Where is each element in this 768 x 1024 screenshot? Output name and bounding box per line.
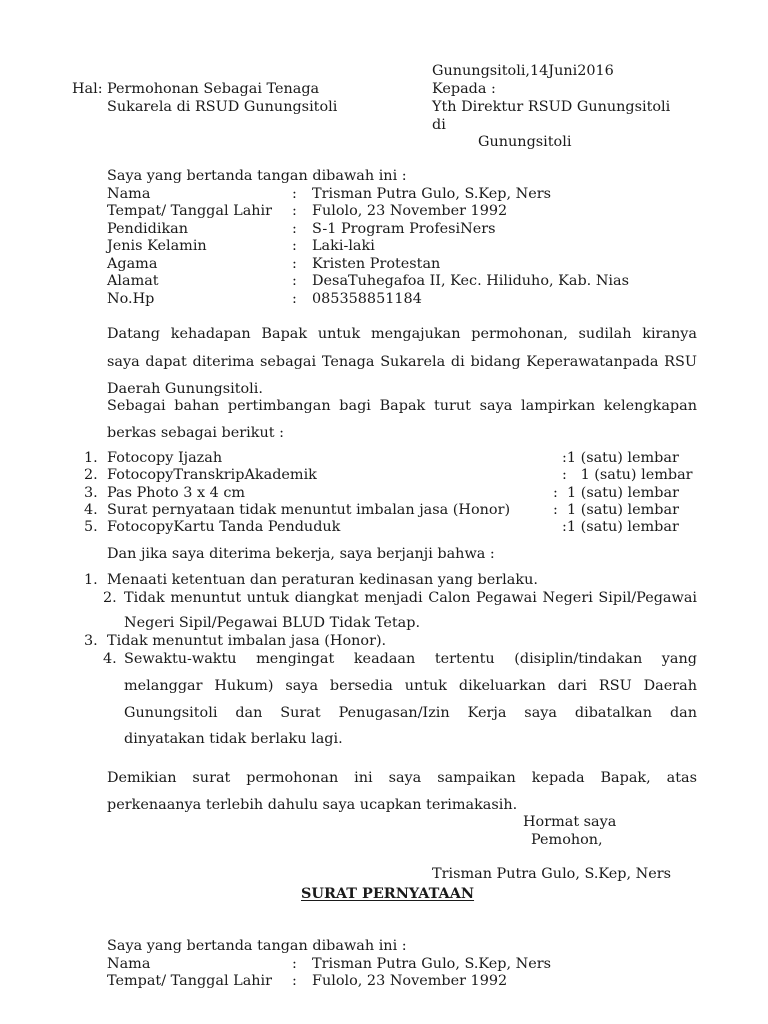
field-colon: : xyxy=(292,203,297,219)
signature-name: Trisman Putra Gulo, S.Kep, Ners xyxy=(432,866,672,882)
field-label: Alamat xyxy=(107,273,159,289)
field-value: Kristen Protestan xyxy=(312,256,441,272)
statement-intro: Saya yang bertanda tangan dibawah ini : xyxy=(107,938,407,954)
body-paragraph-line: berkas sebagai berikut : xyxy=(107,425,284,441)
body-paragraph-line: saya dapat diterima sebagai Tenaga Sukarela di bidang Keperawatanpada RSU xyxy=(107,354,697,370)
field-label: No.Hp xyxy=(107,291,155,307)
field-value: DesaTuhegafoa II, Kec. Hiliduho, Kab. Nias xyxy=(312,273,629,289)
attachment-quantity: : 1 (satu) lembar xyxy=(553,485,679,501)
closing-line: Demikian surat permohonan ini saya sampaikan kepada Bapak, atas xyxy=(107,770,697,786)
field-colon: : xyxy=(292,956,297,972)
field-label: Tempat/ Tanggal Lahir xyxy=(107,973,273,989)
field-value: Laki-laki xyxy=(312,238,375,254)
field-colon: : xyxy=(292,186,297,202)
body-paragraph-line: Sebagai bahan pertimbangan bagi Bapak turut saya lampirkan kelengkapan xyxy=(107,398,697,414)
attachment-text: Fotocopy Ijazah xyxy=(107,450,223,466)
attachment-quantity: :1 (satu) lembar xyxy=(562,450,679,466)
promise-number: 4. xyxy=(103,651,117,667)
promise-number: 3. xyxy=(84,633,98,649)
field-label: Pendidikan xyxy=(107,221,189,237)
field-colon: : xyxy=(292,291,297,307)
field-label: Jenis Kelamin xyxy=(107,238,207,254)
field-value: Fulolo, 23 November 1992 xyxy=(312,203,508,219)
field-colon: : xyxy=(292,273,297,289)
attachment-number: 5. xyxy=(84,519,98,535)
attachment-text: FotocopyKartu Tanda Penduduk xyxy=(107,519,341,535)
promise-text: Menaati ketentuan dan peraturan kedinasan yang berlaku. xyxy=(107,572,538,588)
promise-number: 2. xyxy=(103,590,117,606)
promise-text: Gunungsitoli dan Surat Penugasan/Izin Kerja saya dibatalkan dan xyxy=(124,705,697,721)
field-value: Trisman Putra Gulo, S.Kep, Ners xyxy=(312,186,552,202)
body-paragraph-line: Datang kehadapan Bapak untuk mengajukan permohonan, sudilah kiranya xyxy=(107,326,697,342)
field-value: S-1 Program ProfesiNers xyxy=(312,221,496,237)
attachment-number: 4. xyxy=(84,502,98,518)
letter-intro: Saya yang bertanda tangan dibawah ini : xyxy=(107,168,407,184)
attachment-number: 3. xyxy=(84,485,98,501)
subject-line-1: Permohonan Sebagai Tenaga xyxy=(107,81,320,97)
promise-text: Negeri Sipil/Pegawai BLUD Tidak Tetap. xyxy=(124,615,421,631)
field-colon: : xyxy=(292,238,297,254)
recipient-label: Kepada : xyxy=(432,81,496,97)
field-value: Fulolo, 23 November 1992 xyxy=(312,973,508,989)
statement-title: SURAT PERNYATAAN xyxy=(301,885,475,902)
field-label: Agama xyxy=(107,256,158,272)
recipient-city: Gunungsitoli xyxy=(478,134,572,150)
field-colon: : xyxy=(292,256,297,272)
regards-text: Hormat saya xyxy=(523,814,617,830)
subject-prefix: Hal: xyxy=(72,81,103,97)
promise-text: Tidak menuntut untuk diangkat menjadi Calon Pegawai Negeri Sipil/Pegawai xyxy=(124,590,697,606)
attachment-text: Surat pernyataan tidak menuntut imbalan jasa (Honor) xyxy=(107,502,511,518)
recipient-di: di xyxy=(432,117,446,133)
attachment-quantity: : 1 (satu) lembar xyxy=(553,502,679,518)
promise-intro: Dan jika saya diterima bekerja, saya berjanji bahwa : xyxy=(107,546,495,562)
field-label: Nama xyxy=(107,956,151,972)
recipient-name: Yth Direktur RSUD Gunungsitoli xyxy=(432,99,671,115)
promise-text: dinyatakan tidak berlaku lagi. xyxy=(124,731,343,747)
attachment-text: Pas Photo 3 x 4 cm xyxy=(107,485,246,501)
field-label: Nama xyxy=(107,186,151,202)
applicant-label: Pemohon, xyxy=(531,832,603,848)
field-colon: : xyxy=(292,973,297,989)
attachment-number: 2. xyxy=(84,467,98,483)
place-date: Gunungsitoli,14Juni2016 xyxy=(432,63,614,79)
attachment-text: FotocopyTranskripAkademik xyxy=(107,467,317,483)
field-value: Trisman Putra Gulo, S.Kep, Ners xyxy=(312,956,552,972)
field-colon: : xyxy=(292,221,297,237)
field-value: 085358851184 xyxy=(312,291,422,307)
attachment-number: 1. xyxy=(84,450,98,466)
closing-line: perkenaanya terlebih dahulu saya ucapkan terimakasih. xyxy=(107,797,518,813)
attachment-quantity: : 1 (satu) lembar xyxy=(562,467,693,483)
promise-number: 1. xyxy=(84,572,98,588)
attachment-quantity: :1 (satu) lembar xyxy=(562,519,679,535)
body-paragraph-line: Daerah Gunungsitoli. xyxy=(107,381,263,397)
promise-text: melanggar Hukum) saya bersedia untuk dikeluarkan dari RSU Daerah xyxy=(124,678,697,694)
field-label: Tempat/ Tanggal Lahir xyxy=(107,203,273,219)
promise-text: Sewaktu-waktu mengingat keadaan tertentu (disiplin/tindakan yang xyxy=(124,651,697,667)
promise-text: Tidak menuntut imbalan jasa (Honor). xyxy=(107,633,387,649)
subject-line-2: Sukarela di RSUD Gunungsitoli xyxy=(107,99,338,115)
